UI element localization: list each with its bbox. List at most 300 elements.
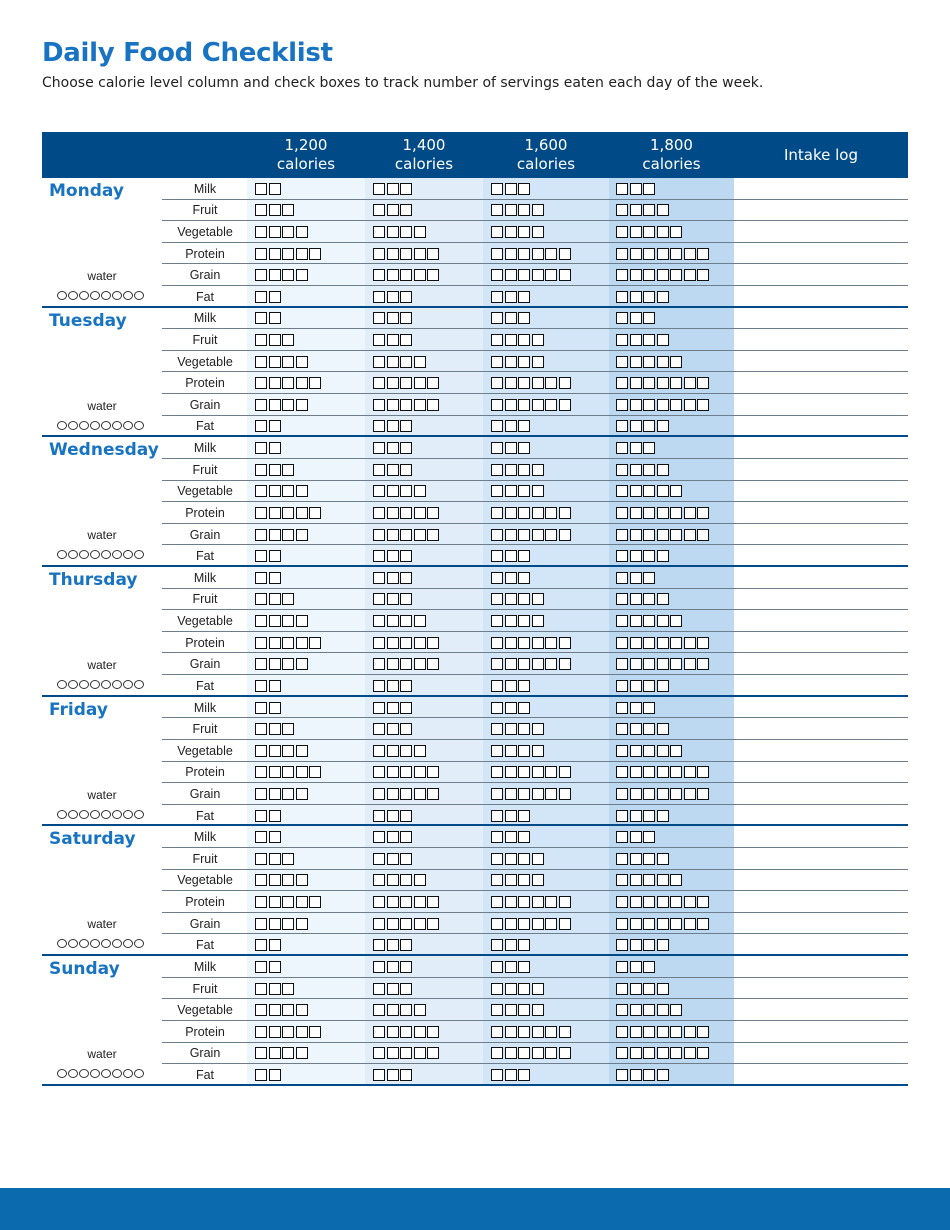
serving-checkbox[interactable] bbox=[255, 507, 267, 519]
serving-checkbox[interactable] bbox=[684, 658, 696, 670]
serving-checkbox[interactable] bbox=[491, 831, 503, 843]
serving-checkbox[interactable] bbox=[491, 507, 503, 519]
serving-checkbox[interactable] bbox=[518, 939, 530, 951]
serving-checkbox[interactable] bbox=[657, 507, 669, 519]
serving-checkbox[interactable] bbox=[532, 745, 544, 757]
serving-checkbox[interactable] bbox=[414, 1047, 426, 1059]
serving-checkbox[interactable] bbox=[387, 702, 399, 714]
serving-checkbox[interactable] bbox=[387, 615, 399, 627]
serving-checkbox[interactable] bbox=[616, 420, 628, 432]
serving-checkbox[interactable] bbox=[414, 918, 426, 930]
serving-checkbox[interactable] bbox=[269, 420, 281, 432]
serving-checkbox[interactable] bbox=[684, 248, 696, 260]
serving-checkbox[interactable] bbox=[630, 831, 642, 843]
serving-checkbox[interactable] bbox=[684, 269, 696, 281]
serving-checkbox[interactable] bbox=[269, 745, 281, 757]
serving-checkbox[interactable] bbox=[282, 723, 294, 735]
serving-checkbox[interactable] bbox=[559, 377, 571, 389]
serving-checkbox[interactable] bbox=[670, 485, 682, 497]
serving-checkbox[interactable] bbox=[630, 918, 642, 930]
serving-checkbox[interactable] bbox=[387, 312, 399, 324]
serving-checkbox[interactable] bbox=[697, 399, 709, 411]
serving-checkbox[interactable] bbox=[616, 896, 628, 908]
serving-checkbox[interactable] bbox=[414, 399, 426, 411]
serving-checkbox[interactable] bbox=[630, 1004, 642, 1016]
serving-checkbox[interactable] bbox=[400, 1047, 412, 1059]
serving-checkbox[interactable] bbox=[505, 507, 517, 519]
serving-checkbox[interactable] bbox=[427, 377, 439, 389]
serving-checkbox[interactable] bbox=[643, 723, 655, 735]
serving-checkbox[interactable] bbox=[518, 507, 530, 519]
serving-checkbox[interactable] bbox=[518, 291, 530, 303]
serving-checkbox[interactable] bbox=[282, 983, 294, 995]
serving-checkbox[interactable] bbox=[373, 1047, 385, 1059]
serving-checkbox[interactable] bbox=[400, 204, 412, 216]
serving-checkbox[interactable] bbox=[282, 204, 294, 216]
serving-checkbox[interactable] bbox=[491, 442, 503, 454]
serving-checkbox[interactable] bbox=[657, 723, 669, 735]
serving-checkbox[interactable] bbox=[387, 810, 399, 822]
serving-checkbox[interactable] bbox=[630, 442, 642, 454]
serving-checkbox[interactable] bbox=[657, 420, 669, 432]
serving-checkbox[interactable] bbox=[373, 226, 385, 238]
serving-checkbox[interactable] bbox=[532, 788, 544, 800]
serving-checkbox[interactable] bbox=[414, 745, 426, 757]
serving-checkbox[interactable] bbox=[414, 507, 426, 519]
serving-checkbox[interactable] bbox=[255, 1069, 267, 1081]
serving-checkbox[interactable] bbox=[491, 939, 503, 951]
serving-checkbox[interactable] bbox=[643, 312, 655, 324]
serving-checkbox[interactable] bbox=[505, 377, 517, 389]
serving-checkbox[interactable] bbox=[255, 183, 267, 195]
serving-checkbox[interactable] bbox=[491, 702, 503, 714]
serving-checkbox[interactable] bbox=[296, 507, 308, 519]
serving-checkbox[interactable] bbox=[269, 680, 281, 692]
serving-checkbox[interactable] bbox=[400, 658, 412, 670]
serving-checkbox[interactable] bbox=[643, 766, 655, 778]
serving-checkbox[interactable] bbox=[282, 766, 294, 778]
serving-checkbox[interactable] bbox=[670, 766, 682, 778]
serving-checkbox[interactable] bbox=[387, 983, 399, 995]
serving-checkbox[interactable] bbox=[670, 269, 682, 281]
serving-checkbox[interactable] bbox=[296, 226, 308, 238]
serving-checkbox[interactable] bbox=[387, 853, 399, 865]
serving-checkbox[interactable] bbox=[684, 788, 696, 800]
serving-checkbox[interactable] bbox=[387, 572, 399, 584]
serving-checkbox[interactable] bbox=[559, 269, 571, 281]
serving-checkbox[interactable] bbox=[643, 269, 655, 281]
serving-checkbox[interactable] bbox=[282, 399, 294, 411]
serving-checkbox[interactable] bbox=[387, 377, 399, 389]
serving-checkbox[interactable] bbox=[643, 1004, 655, 1016]
serving-checkbox[interactable] bbox=[491, 1004, 503, 1016]
serving-checkbox[interactable] bbox=[373, 702, 385, 714]
serving-checkbox[interactable] bbox=[518, 874, 530, 886]
serving-checkbox[interactable] bbox=[518, 226, 530, 238]
serving-checkbox[interactable] bbox=[296, 356, 308, 368]
serving-checkbox[interactable] bbox=[269, 291, 281, 303]
serving-checkbox[interactable] bbox=[296, 788, 308, 800]
serving-checkbox[interactable] bbox=[400, 680, 412, 692]
serving-checkbox[interactable] bbox=[518, 637, 530, 649]
serving-checkbox[interactable] bbox=[518, 788, 530, 800]
serving-checkbox[interactable] bbox=[518, 550, 530, 562]
serving-checkbox[interactable] bbox=[697, 248, 709, 260]
serving-checkbox[interactable] bbox=[643, 572, 655, 584]
serving-checkbox[interactable] bbox=[616, 615, 628, 627]
serving-checkbox[interactable] bbox=[643, 226, 655, 238]
serving-checkbox[interactable] bbox=[505, 961, 517, 973]
serving-checkbox[interactable] bbox=[400, 939, 412, 951]
serving-checkbox[interactable] bbox=[559, 1026, 571, 1038]
serving-checkbox[interactable] bbox=[670, 507, 682, 519]
serving-checkbox[interactable] bbox=[269, 312, 281, 324]
serving-checkbox[interactable] bbox=[255, 615, 267, 627]
serving-checkbox[interactable] bbox=[518, 853, 530, 865]
serving-checkbox[interactable] bbox=[657, 853, 669, 865]
serving-checkbox[interactable] bbox=[670, 356, 682, 368]
serving-checkbox[interactable] bbox=[518, 204, 530, 216]
serving-checkbox[interactable] bbox=[505, 680, 517, 692]
serving-checkbox[interactable] bbox=[373, 485, 385, 497]
serving-checkbox[interactable] bbox=[491, 420, 503, 432]
serving-checkbox[interactable] bbox=[616, 983, 628, 995]
serving-checkbox[interactable] bbox=[643, 356, 655, 368]
serving-checkbox[interactable] bbox=[427, 788, 439, 800]
serving-checkbox[interactable] bbox=[255, 334, 267, 346]
serving-checkbox[interactable] bbox=[373, 831, 385, 843]
serving-checkbox[interactable] bbox=[400, 788, 412, 800]
serving-checkbox[interactable] bbox=[505, 550, 517, 562]
serving-checkbox[interactable] bbox=[630, 1026, 642, 1038]
serving-checkbox[interactable] bbox=[255, 572, 267, 584]
serving-checkbox[interactable] bbox=[373, 442, 385, 454]
serving-checkbox[interactable] bbox=[630, 399, 642, 411]
serving-checkbox[interactable] bbox=[657, 983, 669, 995]
serving-checkbox[interactable] bbox=[505, 1047, 517, 1059]
serving-checkbox[interactable] bbox=[545, 269, 557, 281]
serving-checkbox[interactable] bbox=[400, 637, 412, 649]
serving-checkbox[interactable] bbox=[643, 291, 655, 303]
serving-checkbox[interactable] bbox=[269, 702, 281, 714]
serving-checkbox[interactable] bbox=[255, 226, 267, 238]
serving-checkbox[interactable] bbox=[616, 1026, 628, 1038]
serving-checkbox[interactable] bbox=[491, 745, 503, 757]
serving-checkbox[interactable] bbox=[657, 1047, 669, 1059]
serving-checkbox[interactable] bbox=[387, 1004, 399, 1016]
serving-checkbox[interactable] bbox=[518, 377, 530, 389]
serving-checkbox[interactable] bbox=[616, 593, 628, 605]
serving-checkbox[interactable] bbox=[373, 766, 385, 778]
serving-checkbox[interactable] bbox=[643, 550, 655, 562]
serving-checkbox[interactable] bbox=[387, 269, 399, 281]
serving-checkbox[interactable] bbox=[616, 831, 628, 843]
serving-checkbox[interactable] bbox=[505, 745, 517, 757]
serving-checkbox[interactable] bbox=[630, 1047, 642, 1059]
serving-checkbox[interactable] bbox=[657, 680, 669, 692]
serving-checkbox[interactable] bbox=[400, 529, 412, 541]
serving-checkbox[interactable] bbox=[400, 399, 412, 411]
serving-checkbox[interactable] bbox=[400, 593, 412, 605]
serving-checkbox[interactable] bbox=[532, 204, 544, 216]
serving-checkbox[interactable] bbox=[643, 183, 655, 195]
serving-checkbox[interactable] bbox=[559, 637, 571, 649]
serving-checkbox[interactable] bbox=[657, 1004, 669, 1016]
serving-checkbox[interactable] bbox=[657, 334, 669, 346]
serving-checkbox[interactable] bbox=[630, 334, 642, 346]
serving-checkbox[interactable] bbox=[532, 896, 544, 908]
serving-checkbox[interactable] bbox=[532, 269, 544, 281]
serving-checkbox[interactable] bbox=[657, 939, 669, 951]
serving-checkbox[interactable] bbox=[296, 269, 308, 281]
serving-checkbox[interactable] bbox=[491, 658, 503, 670]
serving-checkbox[interactable] bbox=[269, 550, 281, 562]
serving-checkbox[interactable] bbox=[373, 983, 385, 995]
serving-checkbox[interactable] bbox=[643, 1026, 655, 1038]
serving-checkbox[interactable] bbox=[518, 1069, 530, 1081]
serving-checkbox[interactable] bbox=[630, 269, 642, 281]
serving-checkbox[interactable] bbox=[269, 1069, 281, 1081]
serving-checkbox[interactable] bbox=[505, 853, 517, 865]
serving-checkbox[interactable] bbox=[400, 1004, 412, 1016]
serving-checkbox[interactable] bbox=[282, 226, 294, 238]
serving-checkbox[interactable] bbox=[296, 529, 308, 541]
serving-checkbox[interactable] bbox=[491, 874, 503, 886]
serving-checkbox[interactable] bbox=[684, 918, 696, 930]
serving-checkbox[interactable] bbox=[657, 637, 669, 649]
serving-checkbox[interactable] bbox=[269, 248, 281, 260]
serving-checkbox[interactable] bbox=[296, 658, 308, 670]
serving-checkbox[interactable] bbox=[269, 572, 281, 584]
serving-checkbox[interactable] bbox=[697, 377, 709, 389]
serving-checkbox[interactable] bbox=[518, 334, 530, 346]
serving-checkbox[interactable] bbox=[505, 983, 517, 995]
serving-checkbox[interactable] bbox=[532, 593, 544, 605]
serving-checkbox[interactable] bbox=[657, 399, 669, 411]
serving-checkbox[interactable] bbox=[532, 853, 544, 865]
serving-checkbox[interactable] bbox=[491, 248, 503, 260]
serving-checkbox[interactable] bbox=[491, 788, 503, 800]
serving-checkbox[interactable] bbox=[255, 312, 267, 324]
serving-checkbox[interactable] bbox=[630, 766, 642, 778]
serving-checkbox[interactable] bbox=[427, 1047, 439, 1059]
serving-checkbox[interactable] bbox=[491, 896, 503, 908]
serving-checkbox[interactable] bbox=[269, 766, 281, 778]
serving-checkbox[interactable] bbox=[505, 464, 517, 476]
serving-checkbox[interactable] bbox=[269, 983, 281, 995]
serving-checkbox[interactable] bbox=[296, 874, 308, 886]
serving-checkbox[interactable] bbox=[282, 269, 294, 281]
serving-checkbox[interactable] bbox=[616, 723, 628, 735]
serving-checkbox[interactable] bbox=[269, 939, 281, 951]
serving-checkbox[interactable] bbox=[414, 896, 426, 908]
serving-checkbox[interactable] bbox=[532, 1026, 544, 1038]
serving-checkbox[interactable] bbox=[400, 745, 412, 757]
serving-checkbox[interactable] bbox=[657, 615, 669, 627]
serving-checkbox[interactable] bbox=[255, 399, 267, 411]
serving-checkbox[interactable] bbox=[630, 312, 642, 324]
serving-checkbox[interactable] bbox=[532, 658, 544, 670]
serving-checkbox[interactable] bbox=[532, 637, 544, 649]
serving-checkbox[interactable] bbox=[373, 312, 385, 324]
serving-checkbox[interactable] bbox=[269, 485, 281, 497]
serving-checkbox[interactable] bbox=[657, 810, 669, 822]
serving-checkbox[interactable] bbox=[282, 1047, 294, 1059]
serving-checkbox[interactable] bbox=[684, 1026, 696, 1038]
serving-checkbox[interactable] bbox=[255, 810, 267, 822]
serving-checkbox[interactable] bbox=[532, 248, 544, 260]
serving-checkbox[interactable] bbox=[518, 593, 530, 605]
serving-checkbox[interactable] bbox=[697, 896, 709, 908]
serving-checkbox[interactable] bbox=[373, 269, 385, 281]
serving-checkbox[interactable] bbox=[282, 788, 294, 800]
serving-checkbox[interactable] bbox=[670, 874, 682, 886]
serving-checkbox[interactable] bbox=[414, 485, 426, 497]
serving-checkbox[interactable] bbox=[616, 702, 628, 714]
serving-checkbox[interactable] bbox=[387, 442, 399, 454]
serving-checkbox[interactable] bbox=[505, 593, 517, 605]
serving-checkbox[interactable] bbox=[616, 658, 628, 670]
serving-checkbox[interactable] bbox=[255, 680, 267, 692]
serving-checkbox[interactable] bbox=[505, 896, 517, 908]
serving-checkbox[interactable] bbox=[505, 1026, 517, 1038]
serving-checkbox[interactable] bbox=[373, 377, 385, 389]
serving-checkbox[interactable] bbox=[616, 1004, 628, 1016]
serving-checkbox[interactable] bbox=[400, 918, 412, 930]
serving-checkbox[interactable] bbox=[532, 226, 544, 238]
serving-checkbox[interactable] bbox=[505, 939, 517, 951]
serving-checkbox[interactable] bbox=[505, 615, 517, 627]
serving-checkbox[interactable] bbox=[296, 485, 308, 497]
serving-checkbox[interactable] bbox=[282, 874, 294, 886]
serving-checkbox[interactable] bbox=[427, 658, 439, 670]
serving-checkbox[interactable] bbox=[643, 464, 655, 476]
serving-checkbox[interactable] bbox=[518, 831, 530, 843]
serving-checkbox[interactable] bbox=[559, 248, 571, 260]
serving-checkbox[interactable] bbox=[387, 464, 399, 476]
serving-checkbox[interactable] bbox=[532, 377, 544, 389]
serving-checkbox[interactable] bbox=[282, 745, 294, 757]
serving-checkbox[interactable] bbox=[414, 658, 426, 670]
serving-checkbox[interactable] bbox=[559, 896, 571, 908]
serving-checkbox[interactable] bbox=[518, 464, 530, 476]
serving-checkbox[interactable] bbox=[616, 918, 628, 930]
serving-checkbox[interactable] bbox=[373, 810, 385, 822]
serving-checkbox[interactable] bbox=[505, 291, 517, 303]
serving-checkbox[interactable] bbox=[414, 377, 426, 389]
serving-checkbox[interactable] bbox=[427, 1026, 439, 1038]
serving-checkbox[interactable] bbox=[616, 485, 628, 497]
serving-checkbox[interactable] bbox=[269, 442, 281, 454]
serving-checkbox[interactable] bbox=[373, 593, 385, 605]
serving-checkbox[interactable] bbox=[545, 1047, 557, 1059]
serving-checkbox[interactable] bbox=[414, 1004, 426, 1016]
serving-checkbox[interactable] bbox=[545, 1026, 557, 1038]
serving-checkbox[interactable] bbox=[373, 680, 385, 692]
serving-checkbox[interactable] bbox=[269, 723, 281, 735]
serving-checkbox[interactable] bbox=[269, 637, 281, 649]
serving-checkbox[interactable] bbox=[643, 680, 655, 692]
serving-checkbox[interactable] bbox=[545, 918, 557, 930]
serving-checkbox[interactable] bbox=[255, 874, 267, 886]
serving-checkbox[interactable] bbox=[400, 1069, 412, 1081]
serving-checkbox[interactable] bbox=[296, 377, 308, 389]
serving-checkbox[interactable] bbox=[491, 356, 503, 368]
serving-checkbox[interactable] bbox=[373, 1026, 385, 1038]
serving-checkbox[interactable] bbox=[559, 529, 571, 541]
serving-checkbox[interactable] bbox=[630, 572, 642, 584]
serving-checkbox[interactable] bbox=[269, 810, 281, 822]
serving-checkbox[interactable] bbox=[657, 1069, 669, 1081]
serving-checkbox[interactable] bbox=[400, 874, 412, 886]
serving-checkbox[interactable] bbox=[269, 507, 281, 519]
serving-checkbox[interactable] bbox=[414, 1026, 426, 1038]
serving-checkbox[interactable] bbox=[400, 853, 412, 865]
serving-checkbox[interactable] bbox=[296, 248, 308, 260]
serving-checkbox[interactable] bbox=[545, 529, 557, 541]
serving-checkbox[interactable] bbox=[400, 226, 412, 238]
serving-checkbox[interactable] bbox=[643, 399, 655, 411]
serving-checkbox[interactable] bbox=[373, 550, 385, 562]
serving-checkbox[interactable] bbox=[373, 420, 385, 432]
serving-checkbox[interactable] bbox=[532, 464, 544, 476]
serving-checkbox[interactable] bbox=[387, 745, 399, 757]
serving-checkbox[interactable] bbox=[255, 291, 267, 303]
serving-checkbox[interactable] bbox=[657, 226, 669, 238]
serving-checkbox[interactable] bbox=[491, 572, 503, 584]
serving-checkbox[interactable] bbox=[387, 356, 399, 368]
serving-checkbox[interactable] bbox=[387, 961, 399, 973]
serving-checkbox[interactable] bbox=[255, 723, 267, 735]
serving-checkbox[interactable] bbox=[491, 615, 503, 627]
serving-checkbox[interactable] bbox=[657, 918, 669, 930]
serving-checkbox[interactable] bbox=[532, 1047, 544, 1059]
serving-checkbox[interactable] bbox=[559, 1047, 571, 1059]
serving-checkbox[interactable] bbox=[491, 853, 503, 865]
serving-checkbox[interactable] bbox=[400, 312, 412, 324]
serving-checkbox[interactable] bbox=[616, 788, 628, 800]
serving-checkbox[interactable] bbox=[616, 248, 628, 260]
serving-checkbox[interactable] bbox=[657, 269, 669, 281]
serving-checkbox[interactable] bbox=[670, 918, 682, 930]
serving-checkbox[interactable] bbox=[373, 874, 385, 886]
serving-checkbox[interactable] bbox=[643, 961, 655, 973]
serving-checkbox[interactable] bbox=[505, 702, 517, 714]
serving-checkbox[interactable] bbox=[630, 615, 642, 627]
serving-checkbox[interactable] bbox=[282, 1004, 294, 1016]
serving-checkbox[interactable] bbox=[670, 788, 682, 800]
serving-checkbox[interactable] bbox=[373, 356, 385, 368]
serving-checkbox[interactable] bbox=[684, 1047, 696, 1059]
serving-checkbox[interactable] bbox=[400, 464, 412, 476]
serving-checkbox[interactable] bbox=[643, 658, 655, 670]
serving-checkbox[interactable] bbox=[414, 529, 426, 541]
serving-checkbox[interactable] bbox=[491, 961, 503, 973]
serving-checkbox[interactable] bbox=[255, 896, 267, 908]
serving-checkbox[interactable] bbox=[505, 399, 517, 411]
serving-checkbox[interactable] bbox=[255, 464, 267, 476]
serving-checkbox[interactable] bbox=[505, 356, 517, 368]
serving-checkbox[interactable] bbox=[282, 529, 294, 541]
serving-checkbox[interactable] bbox=[414, 248, 426, 260]
serving-checkbox[interactable] bbox=[532, 485, 544, 497]
serving-checkbox[interactable] bbox=[643, 745, 655, 757]
serving-checkbox[interactable] bbox=[657, 464, 669, 476]
serving-checkbox[interactable] bbox=[373, 615, 385, 627]
serving-checkbox[interactable] bbox=[670, 615, 682, 627]
serving-checkbox[interactable] bbox=[373, 399, 385, 411]
serving-checkbox[interactable] bbox=[414, 226, 426, 238]
